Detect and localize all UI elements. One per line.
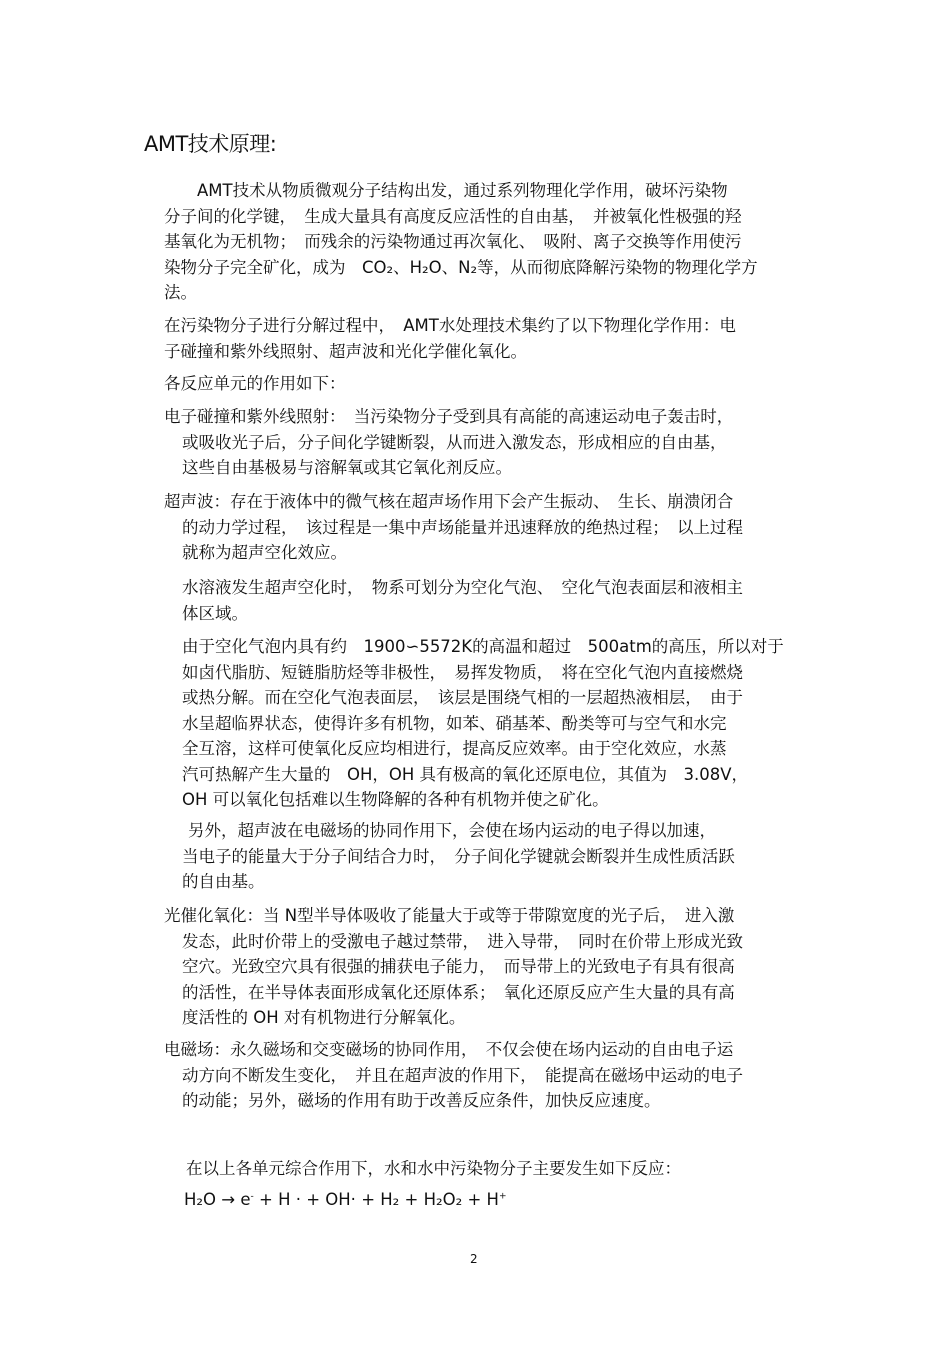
text-line: 度活性的 OH 对有机物进行分解氧化。 — [182, 1008, 466, 1027]
text-line: AMT技术从物质微观分子结构出发，通过系列物理化学作用，破坏污染物 — [164, 181, 728, 200]
text-line: 由于空化气泡内具有约 1900∽5572K的高温和超过 500atm的高压，所以对于 — [182, 637, 784, 656]
bubble-paragraph — [182, 634, 784, 813]
reaction-lead: 在以上各单元综合作用下，水和水中污染物分子主要发生如下反应： — [186, 1159, 681, 1178]
text-line: 或吸收光子后，分子间化学键断裂，从而进入激发态，形成相应的自由基， — [182, 432, 727, 452]
page-number: 2 — [470, 1252, 478, 1266]
intro-paragraph — [164, 178, 758, 306]
section-title: AMT技术原理: — [144, 132, 277, 156]
cavitation-paragraph — [182, 575, 743, 626]
text-line: 或热分解。而在空化气泡表面层， 该层是围绕气相的一层超热液相层， 由于 — [182, 688, 743, 707]
text-line: 汽可热解产生大量的 OH，OH 具有极高的氧化还原电位，其值为 3.08V， — [182, 764, 749, 784]
text-line: 的动能；另外，磁场的作用有助于改善反应条件，加快反应速度。 — [182, 1091, 661, 1110]
units-heading: 各反应单元的作用如下： — [164, 374, 346, 393]
text-line: 的活性，在半导体表面形成氧化还原体系； 氧化还原反应产生大量的具有高 — [182, 982, 735, 1002]
text-line: 的自由基。 — [182, 872, 265, 891]
text-line: 水溶液发生超声空化时， 物系可划分为空化气泡、 空化气泡表面层和液相主 — [182, 578, 743, 597]
text-line: 的动力学过程， 该过程是一集中声场能量并迅速释放的绝热过程； 以上过程 — [182, 517, 743, 537]
process-paragraph — [164, 313, 736, 364]
text-line: 电磁场：永久磁场和交变磁场的协同作用， 不仅会使在场内运动的自由电子运 — [164, 1040, 734, 1059]
text-line: 当电子的能量大于分子间结合力时， 分子间化学键就会断裂并生成性质活跃 — [182, 846, 735, 866]
text-line: 发态，此时价带上的受激电子越过禁带， 进入导带， 同时在价带上形成光致 — [182, 931, 743, 951]
text-line: 全互溶，这样可使氧化反应均相进行，提高反应效率。由于空化效应，水蒸 — [182, 739, 727, 758]
text-line: 子碰撞和紫外线照射、超声波和光化学催化氧化。 — [164, 341, 527, 361]
text-line: 超声波：存在于液体中的微气核在超声场作用下会产生振动、 生长、崩溃闭合 — [164, 492, 734, 511]
formula-electron-charge: - — [250, 1191, 254, 1202]
formula-oh-radical: + OH· — [306, 1190, 356, 1209]
formula-h-radical: + H · — [259, 1190, 301, 1209]
text-line: 如卤代脂肪、短链脂肪烃等非极性， 易挥发物质， 将在空化气泡内直接燃烧 — [182, 662, 743, 682]
formula-h-ion-charge: + — [498, 1191, 507, 1202]
text-line: 染物分子完全矿化，成为 CO₂、H₂O、N₂等，从而彻底降解污染物的物理化学方 — [164, 257, 758, 277]
arrow-icon: → — [221, 1190, 236, 1209]
text-line: 光催化氧化：当 N型半导体吸收了能量大于或等于带隙宽度的光子后， 进入激 — [164, 906, 735, 925]
text-line: 分子间的化学键， 生成大量具有高度反应活性的自由基， 并被氧化性极强的羟 — [164, 206, 742, 226]
text-line: 动方向不断发生变化， 并且在超声波的作用下， 能提高在磁场中运动的电子 — [182, 1065, 743, 1085]
text-line: 这些自由基极易与溶解氧或其它氧化剂反应。 — [182, 458, 512, 477]
formula-electron: e — [240, 1190, 251, 1209]
electromagnetic-paragraph — [182, 818, 735, 895]
text-line: 电子碰撞和紫外线照射： 当污染物分子受到具有高能的高速运动电子轰击时， — [164, 407, 734, 426]
text-line: 就称为超声空化效应。 — [182, 543, 347, 562]
photocatalysis-paragraph — [164, 903, 743, 1031]
text-line: OH 可以氧化包括难以生物降解的各种有机物并使之矿化。 — [182, 790, 609, 809]
text-line: 体区域。 — [182, 603, 248, 623]
reaction-formula — [184, 1190, 507, 1209]
text-line: 空穴。光致空穴具有很强的捕获电子能力， 而导带上的光致电子有具有很高 — [182, 957, 735, 976]
text-line: 在污染物分子进行分解过程中， AMT水处理技术集约了以下物理化学作用：电 — [164, 316, 736, 335]
electron-paragraph — [164, 404, 733, 481]
formula-h-ion: + H — [467, 1190, 499, 1209]
formula-h2: + H₂ — [361, 1190, 400, 1209]
text-line: 另外，超声波在电磁场的协同作用下，会使在场内运动的电子得以加速， — [188, 821, 716, 840]
formula-h2o2: + H₂O₂ — [404, 1190, 463, 1209]
ultrasound-paragraph — [164, 489, 743, 566]
text-line: 法。 — [164, 283, 197, 302]
text-line: 水呈超临界状态，使得许多有机物，如苯、硝基苯、酚类等可与空气和水完 — [182, 713, 727, 733]
formula-h2o: H₂O — [184, 1190, 217, 1209]
text-line: 基氧化为无机物； 而残余的污染物通过再次氧化、 吸附、离子交换等作用使污 — [164, 232, 742, 251]
magnetic-paragraph — [164, 1037, 743, 1114]
